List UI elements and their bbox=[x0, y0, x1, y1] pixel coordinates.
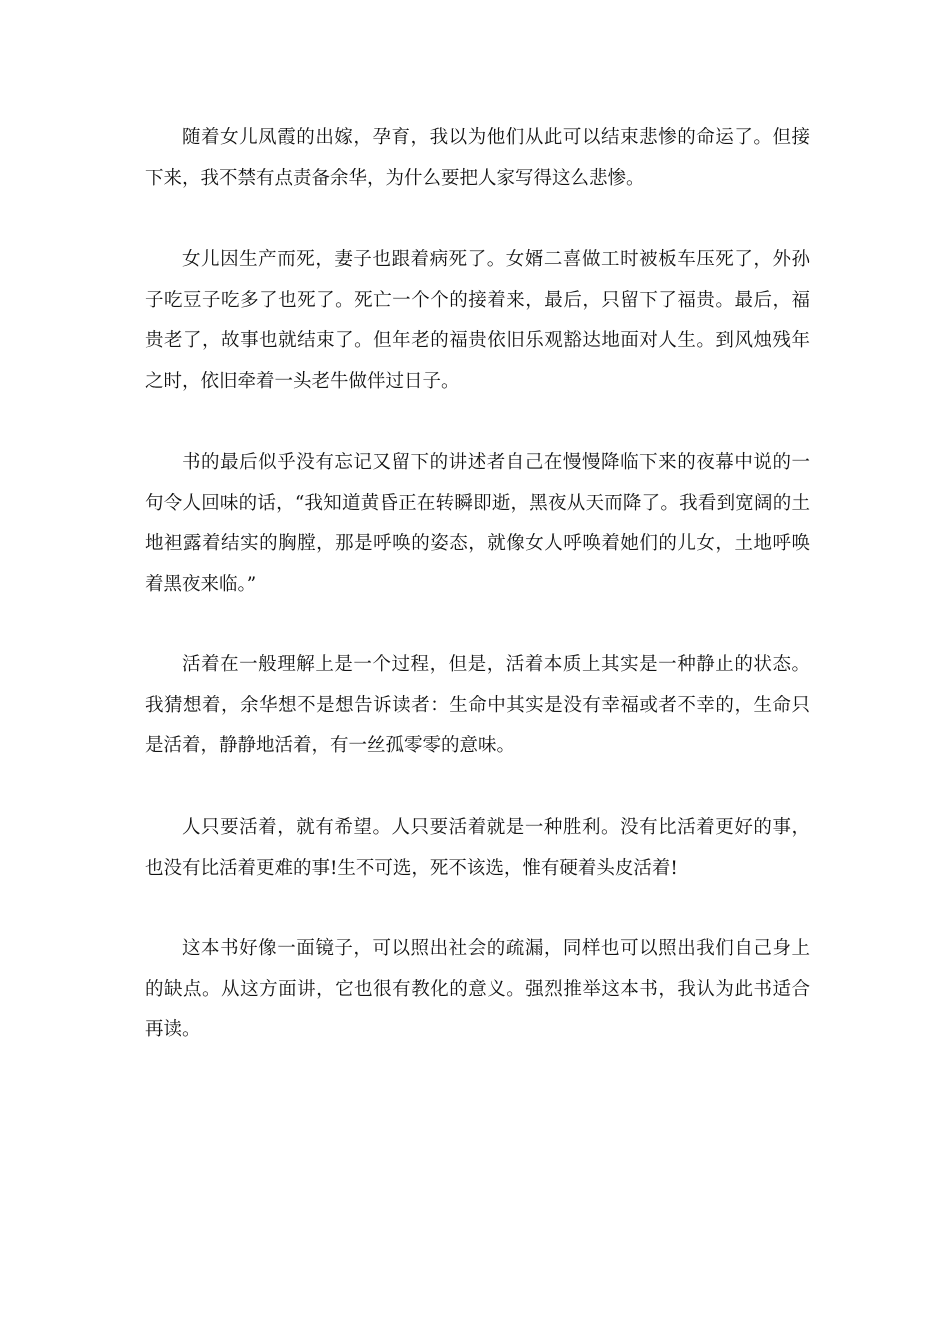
paragraph-4: 活着在一般理解上是一个过程，但是，活着本质上其实是一种静止的状态。我猜想着，余华想不是想告诉读者：生命中其实是没有幸福或者不幸的，生命只是活着，静静地活着，有一丝孤零零的意味。 bbox=[145, 654, 810, 756]
paragraph-6: 这本书好像一面镜子，可以照出社会的疏漏，同样也可以照出我们自己身上的缺点。从这方面讲，它也很有教化的意义。强烈推举这本书，我认为此书适合再读。 bbox=[145, 938, 810, 1040]
paragraph-5: 人只要活着，就有希望。人只要活着就是一种胜利。没有比活着更好的事，也没有比活着更难的事!生不可选，死不该选，惟有硬着头皮活着! bbox=[145, 817, 810, 879]
paragraph-1: 随着女儿凤霞的出嫁，孕育，我以为他们从此可以结束悲惨的命运了。但接下来，我不禁有点责备余华，为什么要把人家写得这么悲惨。 bbox=[145, 127, 810, 189]
paragraph-3: 书的最后似乎没有忘记又留下的讲述者自己在慢慢降临下来的夜幕中说的一句令人回味的话，“我知道黄昏正在转瞬即逝，黑夜从天而降了。我看到宽阔的土地袒露着结实的胸膛，那是呼唤的姿态，就像女人呼唤着她们的儿女，土地呼唤着黑夜来临。” bbox=[145, 452, 810, 595]
paragraph-2: 女儿因生产而死，妻子也跟着病死了。女婿二喜做工时被板车压死了，外孙子吃豆子吃多了也死了。死亡一个个的接着来，最后，只留下了福贵。最后，福贵老了，故事也就结束了。但年老的福贵依旧乐观豁达地面对人生。到风烛残年之时，依旧牵着一头老牛做伴过日子。 bbox=[145, 249, 810, 392]
